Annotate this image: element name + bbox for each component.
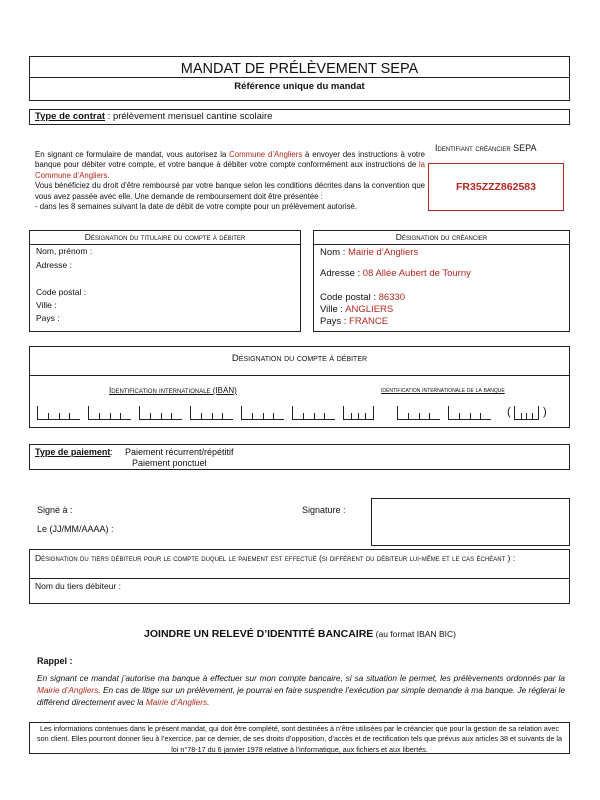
privacy-footer	[29, 722, 570, 754]
creditor-name-row	[320, 247, 418, 258]
contract-type-line	[35, 111, 272, 122]
third-party-section	[29, 549, 570, 604]
iban-cell-group[interactable]	[190, 406, 233, 420]
iban-cell-group[interactable]	[88, 406, 131, 420]
account-section	[29, 346, 570, 428]
creditor-country-label: Pays :	[320, 316, 347, 327]
attach-rib-main: JOINDRE UN RELEVÉ D’IDENTITÉ BANCAIRE	[144, 628, 374, 640]
payment-type-label-text: Type de paiement	[35, 447, 111, 457]
creditor-postal-label: Code postal :	[320, 292, 376, 303]
payment-type-separator: :	[110, 447, 113, 457]
contract-type-box	[29, 109, 570, 125]
holder-name-field[interactable]: Nom, prénom :	[36, 246, 93, 256]
bic-cell-group[interactable]	[448, 406, 491, 420]
creditor-city-row	[320, 304, 393, 315]
bic-open-paren: (	[507, 406, 511, 418]
signature-box[interactable]	[371, 498, 570, 546]
creditor-id-value: FR35ZZZ862583	[456, 181, 536, 193]
third-party-divider	[30, 578, 569, 579]
holder-address-field[interactable]: Adresse :	[36, 260, 72, 270]
third-party-title: Désignation du tiers débiteur pour le compte duquel le paiement est effectué (si différent du débiteur lui-même et le cas échéant ) :	[35, 553, 516, 563]
account-identification-area	[29, 375, 570, 428]
contract-type-label: Type de contrat	[35, 111, 106, 122]
bic-cell-group[interactable]	[514, 406, 539, 420]
creditor-title: Désignation du créancier	[395, 232, 488, 242]
intro-paragraph-2: Vous bénéficiez du droit d’être remboursé par votre banque selon les conditions décrites dans la convention que vous avez passée avec elle. Une demande de remboursement doit être présentée :	[35, 181, 425, 201]
reminder-text	[37, 672, 565, 708]
holder-city-field[interactable]: Ville :	[36, 300, 57, 310]
bic-label: identification internationale de la banque	[381, 387, 505, 394]
account-holder-section	[29, 230, 301, 332]
intro-paragraph-1	[35, 150, 425, 181]
payment-option-one-off[interactable]: Paiement ponctuel	[132, 458, 207, 468]
third-party-name-field[interactable]: Nom du tiers débiteur :	[35, 581, 121, 591]
iban-label: Identification internationale (IBAN)	[109, 386, 237, 395]
creditor-country-row	[320, 316, 388, 327]
intro-text-c: à envoyer des instructions à votre banque pour débiter votre compte, et votre banque à débiter votre compte conformément aux instructions de	[35, 150, 426, 170]
privacy-text: Les informations contenues dans le présent mandat, qui doit être complété, sont destinées à n’être utilisées par le créancier que pour la gestion de sa relation avec son client. Elles pourront donner lieu à l’exercice, par ce dernier, de ses droits d’opposition, d’accès et de rectification tels que prévus aux articles 38 et suivants de la loi n°78-17 du 6 janvier 1978 relative à l’informatique, aux fichiers et aux libertés.	[37, 724, 562, 754]
iban-cell-group[interactable]	[343, 406, 374, 420]
attach-rib-format: (au format IBAN BIC)	[373, 629, 456, 639]
reminder-creditor-1: Mairie d’Angliers	[37, 685, 99, 695]
signature-label: Signature :	[302, 505, 346, 515]
creditor-city-label: Ville :	[320, 304, 344, 315]
creditor-id-box	[428, 163, 564, 211]
creditor-address-row	[320, 268, 471, 279]
intro-text-a: En signant ce formulaire de mandat, vous autorisez la	[35, 150, 230, 159]
creditor-city-value: ANGLIERS	[345, 304, 394, 315]
account-holder-title: Désignation du titulaire du compte à débiter	[84, 232, 246, 242]
iban-cell-group[interactable]	[139, 406, 182, 420]
holder-postal-code-field[interactable]: Code postal :	[36, 287, 87, 297]
contract-type-separator: :	[105, 111, 113, 122]
reminder-text-3: . En cas de litige sur un prélèvement, je pourrai en faire suspendre l’exécution par simple demande à ma banque. Je réglerai le différend directement avec la	[37, 685, 566, 707]
bic-close-paren: )	[543, 406, 547, 418]
holder-country-field[interactable]: Pays :	[36, 313, 60, 323]
intro-paragraph-3: - dans les 8 semaines suivant la date de débit de votre compte pour un prélèvement autorisé.	[35, 202, 358, 212]
bic-cell-group[interactable]	[397, 406, 440, 420]
title-divider	[30, 77, 569, 78]
mandate-reference-label: Référence unique du mandat	[234, 81, 365, 92]
iban-cell-group[interactable]	[241, 406, 284, 420]
creditor-address-value: 08 Allée Aubert de Tourny	[362, 268, 471, 279]
signed-at-field[interactable]: Signé à :	[37, 505, 73, 515]
mandate-intro-text	[35, 150, 425, 212]
iban-cell-group[interactable]	[292, 406, 335, 420]
creditor-address-label: Adresse :	[320, 268, 361, 279]
account-holder-divider	[30, 244, 300, 245]
creditor-id-label: Identifiant créancier SEPA	[435, 143, 537, 153]
contract-type-value: prélèvement mensuel cantine scolaire	[112, 111, 273, 122]
payment-option-recurring[interactable]: Paiement récurrent/répétitif	[125, 447, 234, 457]
creditor-divider	[314, 244, 569, 245]
creditor-name-label: Nom :	[320, 247, 346, 258]
signed-date-field[interactable]: Le (JJ/MM/AAAA) :	[37, 524, 114, 534]
reminder-paragraph	[37, 672, 565, 708]
intro-text-e: .	[107, 170, 110, 180]
reminder-text-5: .	[207, 697, 210, 707]
page-title: MANDAT DE PRÉLÈVEMENT SEPA	[180, 61, 419, 77]
creditor-postal-row	[320, 292, 405, 303]
payment-type-box	[29, 444, 570, 470]
creditor-section	[313, 230, 570, 332]
payment-type-label	[35, 447, 113, 457]
creditor-name-value: Mairie d’Angliers	[347, 247, 419, 258]
mandate-header	[29, 56, 570, 101]
attach-rib-notice	[0, 628, 600, 640]
account-title: Désignation du compte à débiter	[231, 353, 368, 364]
reminder-text-1: En signant ce mandat j’autorise ma banque à effectuer sur mon compte bancaire, si sa situation le permet, les prélèvements ordonnés par la	[37, 673, 565, 683]
intro-creditor-name: Commune d’Angliers	[229, 150, 303, 159]
iban-cell-group[interactable]	[37, 406, 80, 420]
creditor-postal-value: 86330	[378, 292, 406, 303]
intro-creditor-name-2: la Commune d’Angliers	[35, 160, 425, 180]
creditor-country-value: FRANCE	[349, 316, 389, 327]
reminder-creditor-2: Mairie d’Angliers	[145, 697, 208, 707]
reminder-label: Rappel :	[37, 656, 73, 666]
